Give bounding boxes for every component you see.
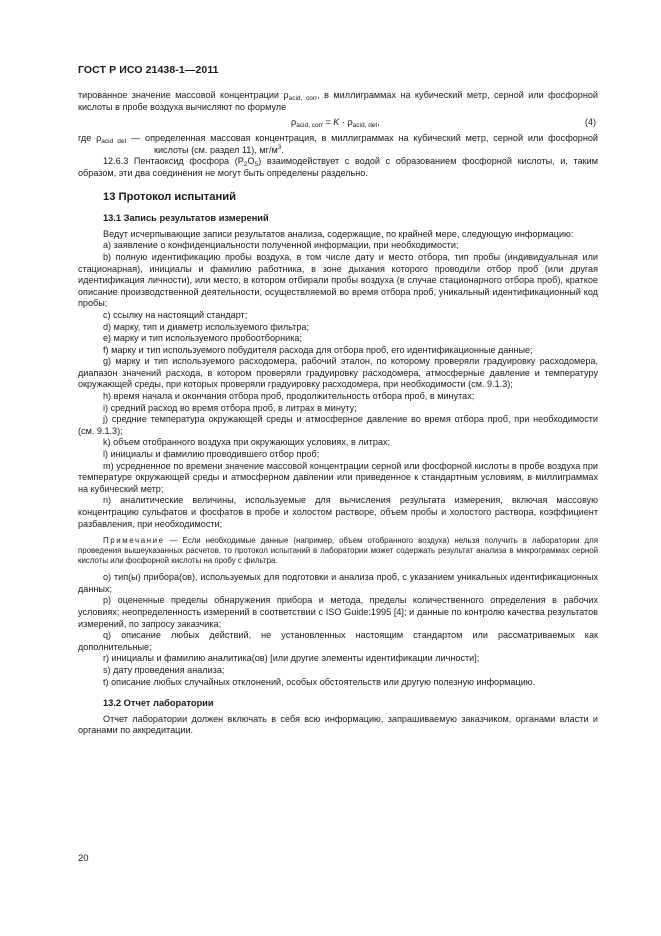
list-item: h) время начала и окончания отбора проб, продолжительность отбора проб, в минутах; bbox=[103, 391, 475, 402]
list-item: j) средние температура окружающей среды и атмосферное давление во время отбора проб, при необходимости (см. 9.1.3); bbox=[78, 414, 598, 436]
note-text: — Если необходимые данные (например, объем отобранного воздуха) нельзя получить в лаборатории для проведения вышеуказанных расчетов, то протокол испытаний в лаборатории может содержать результат анализа в микрограммах серной кислоты или фосфорной кислоты на пробу с фильтра. bbox=[78, 536, 598, 566]
list-item: b) полную идентификацию пробы воздуха, в том числе дату и место отбора, тип пробы (индивидуальная или стационарная), инициалы и фамилию работника, в зоне дыхания которого проводили отбор проб (или другая идентификация личности), или место, в котором отбирали пробы воздуха (в случае стационарного отбора проб), краткое описание производственной деятельности, осуществляемой во время отбора проб, уникальный идентификационный код пробы; bbox=[78, 251, 598, 309]
formula-number: (4) bbox=[584, 117, 596, 128]
list-item: g) марку и тип используемого расходомера, рабочий эталон, по которому проверяли градуировку расходомера, диапазон значений расхода, в котором проверяли градуировку расходомера, атмосферные давление и температуру окружающей среды, при которых проверяли градуировку расходомера, при необходимости (см. 9.1.3); bbox=[78, 356, 598, 390]
subsection-13-1-intro: Ведут исчерпывающие записи результатов анализа, содержащие, по крайней мере, следующую информацию: bbox=[103, 228, 574, 239]
list-item: f) марку и тип используемого побудителя расхода для отбора проб, его идентификационные данные; bbox=[103, 344, 533, 355]
list-item: q) описание любых действий, не установленных настоящим стандартом или рассматриваемых как дополнительные; bbox=[78, 630, 598, 652]
list-item: o) тип(ы) прибора(ов), используемых для подготовки и анализа проб, с указанием уникальных идентификационных данных; bbox=[78, 572, 598, 594]
formula-4 bbox=[78, 117, 598, 131]
document-header: ГОСТ Р ИСО 21438-1—2011 bbox=[78, 64, 219, 76]
section-13-heading: 13 Протокол испытаний bbox=[103, 190, 236, 203]
paragraph-12-6-3: 12.6.3 Пентаоксид фосфора $(P_2O_5)$ взаимодействует с водой с образованием фосфорной кислоты, и, таким образом, эти два соединения не могут быть определены раздельно. bbox=[78, 156, 598, 178]
note-paragraph bbox=[78, 536, 598, 566]
list-item: t) описание любых случайных отклонений, особых обстоятельств или другую полезную информацию. bbox=[103, 676, 536, 687]
document-body bbox=[78, 90, 598, 737]
subsection-13-1-heading: 13.1 Запись результатов измерений bbox=[103, 213, 269, 224]
intro-paragraph: тированное значение массовой концентрации $\rho_{acid, corr}$, в миллиграммах на кубический метр, серной или фосфорной кислоты в пробе воздуха вычисляют по формуле bbox=[78, 90, 598, 112]
formula-expression: $\rho_{acid, corr} = K \cdot \rho_{acid, det}$, bbox=[291, 117, 380, 130]
list-item: c) ссылку на настоящий стандарт; bbox=[103, 309, 248, 320]
subsection-13-2-heading: 13.2 Отчет лаборатории bbox=[103, 698, 214, 709]
list-item: l) инициалы и фамилию проводившего отбор проб; bbox=[103, 449, 320, 460]
page-number: 20 bbox=[78, 853, 89, 864]
list-item: a) заявление о конфиденциальности полученной информации, при необходимости; bbox=[103, 240, 459, 251]
list-item: n) аналитические величины, используемые для вычисления результата измерения, включая массовую концентрацию сульфатов и фосфатов в пробе и холостом растворе, объем пробы и холостого раствора, коэффициент разбавления, при необходимости; bbox=[78, 495, 598, 529]
list-item: i) средний расход во время отбора проб, в литрах в минуту; bbox=[103, 402, 357, 413]
list-item: m) усредненное по времени значение массовой концентрации серной или фосфорной кислоты в пробе воздуха при температуре окружающей среды и атмосферном давлении или приведенное к стандартным условиям, в миллиграммах на кубический метр; bbox=[78, 460, 598, 494]
list-item: d) марку, тип и диаметр используемого фильтра; bbox=[103, 321, 309, 332]
list-item: r) инициалы и фамилию аналитика(ов) [или другие элементы идентификации личности]; bbox=[103, 653, 480, 664]
subsection-13-2-text: Отчет лаборатории должен включать в себя всю информацию, запрашиваемую заказчиком, органами власти и органами по аккредитации. bbox=[78, 713, 598, 736]
list-item: k) объем отобранного воздуха при окружающих условиях, в литрах; bbox=[103, 437, 391, 448]
list-item: e) марку и тип используемого пробоотборника; bbox=[103, 333, 302, 344]
formula-legend: где $\rho_{acid det}$ — определенная массовая концентрация, в миллиграммах на кубический метр, серной или фосфорной кислоты (см. раздел 11), $мг/м^3$. bbox=[78, 133, 598, 155]
list-item: s) дату проведения анализа; bbox=[103, 664, 225, 675]
list-item: p) оцененные пределы обнаружения прибора и метода, пределы количественного определения в рабочих условиях; неопределенность измерений в соответствии с ISO Guide:1995 [4]; и данные по контролю качества результатов измерений, по запросу заказчика; bbox=[78, 595, 598, 629]
note-label: Примечание bbox=[103, 536, 165, 546]
